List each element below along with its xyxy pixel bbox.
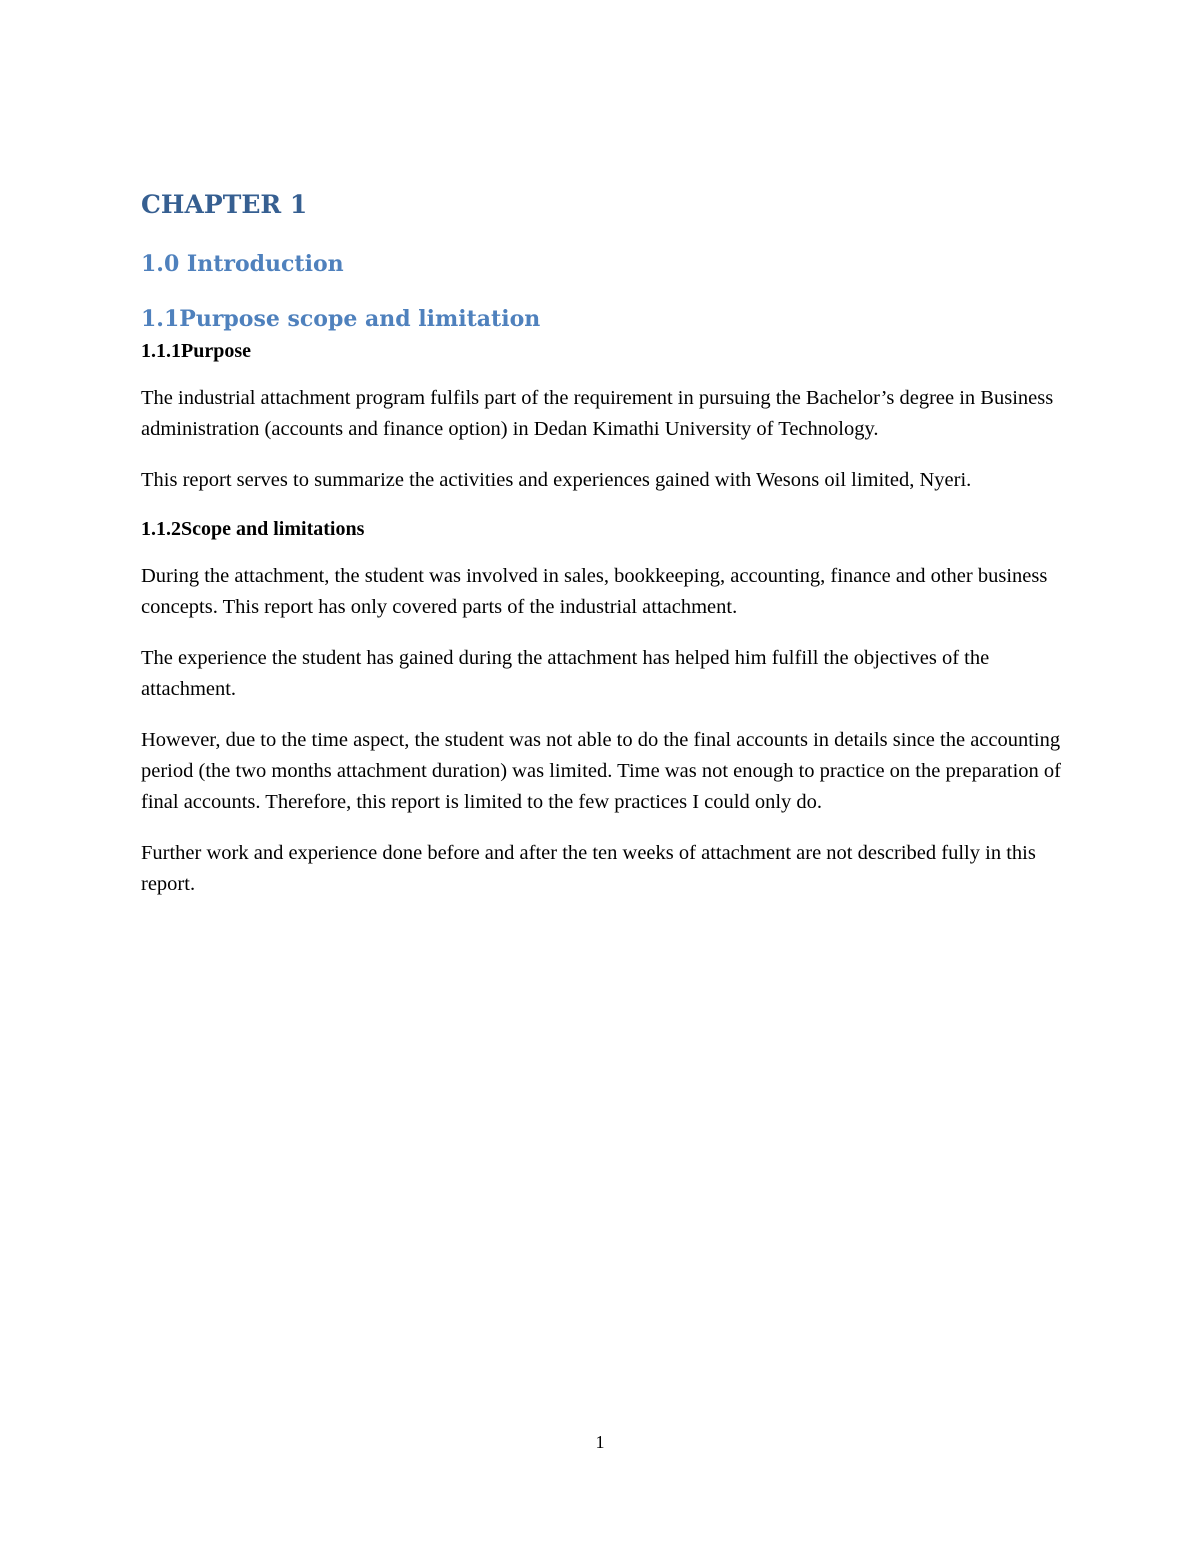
section-heading-introduction: 1.0 Introduction bbox=[141, 251, 344, 277]
section-heading-purpose-scope: 1.1Purpose scope and limitation bbox=[141, 306, 541, 332]
paragraph-purpose-1: The industrial attachment program fulfils part of the requirement in pursuing the Bachelor’s degree in Business administration (accounts and finance option) in Dedan Kimathi University of Technology. bbox=[141, 387, 1054, 440]
subsection-heading-scope: 1.1.2Scope and limitations bbox=[141, 518, 365, 540]
paragraph-scope-4: Further work and experience done before and after the ten weeks of attachment are not described fully in this report. bbox=[141, 842, 1036, 895]
paragraph-scope-1: During the attachment, the student was involved in sales, bookkeeping, accounting, finance and other business concepts. This report has only covered parts of the industrial attachment. bbox=[141, 565, 1048, 618]
chapter-title: CHAPTER 1 bbox=[141, 190, 308, 219]
paragraph-scope-3: However, due to the time aspect, the student was not able to do the final accounts in details since the accounting period (the two months attachment duration) was limited. Time was not enough to practice on the preparation of final accounts. Therefore, this report is limited to the few practices I could only do. bbox=[141, 729, 1062, 813]
paragraph-purpose-2: This report serves to summarize the activities and experiences gained with Wesons oil limited, Nyeri. bbox=[141, 469, 972, 491]
document-body bbox=[141, 188, 1061, 920]
paragraph-scope-2: The experience the student has gained during the attachment has helped him fulfill the objectives of the attachment. bbox=[141, 647, 990, 700]
page-number: 1 bbox=[595, 1432, 605, 1452]
subsection-heading-purpose: 1.1.1Purpose bbox=[141, 340, 251, 362]
